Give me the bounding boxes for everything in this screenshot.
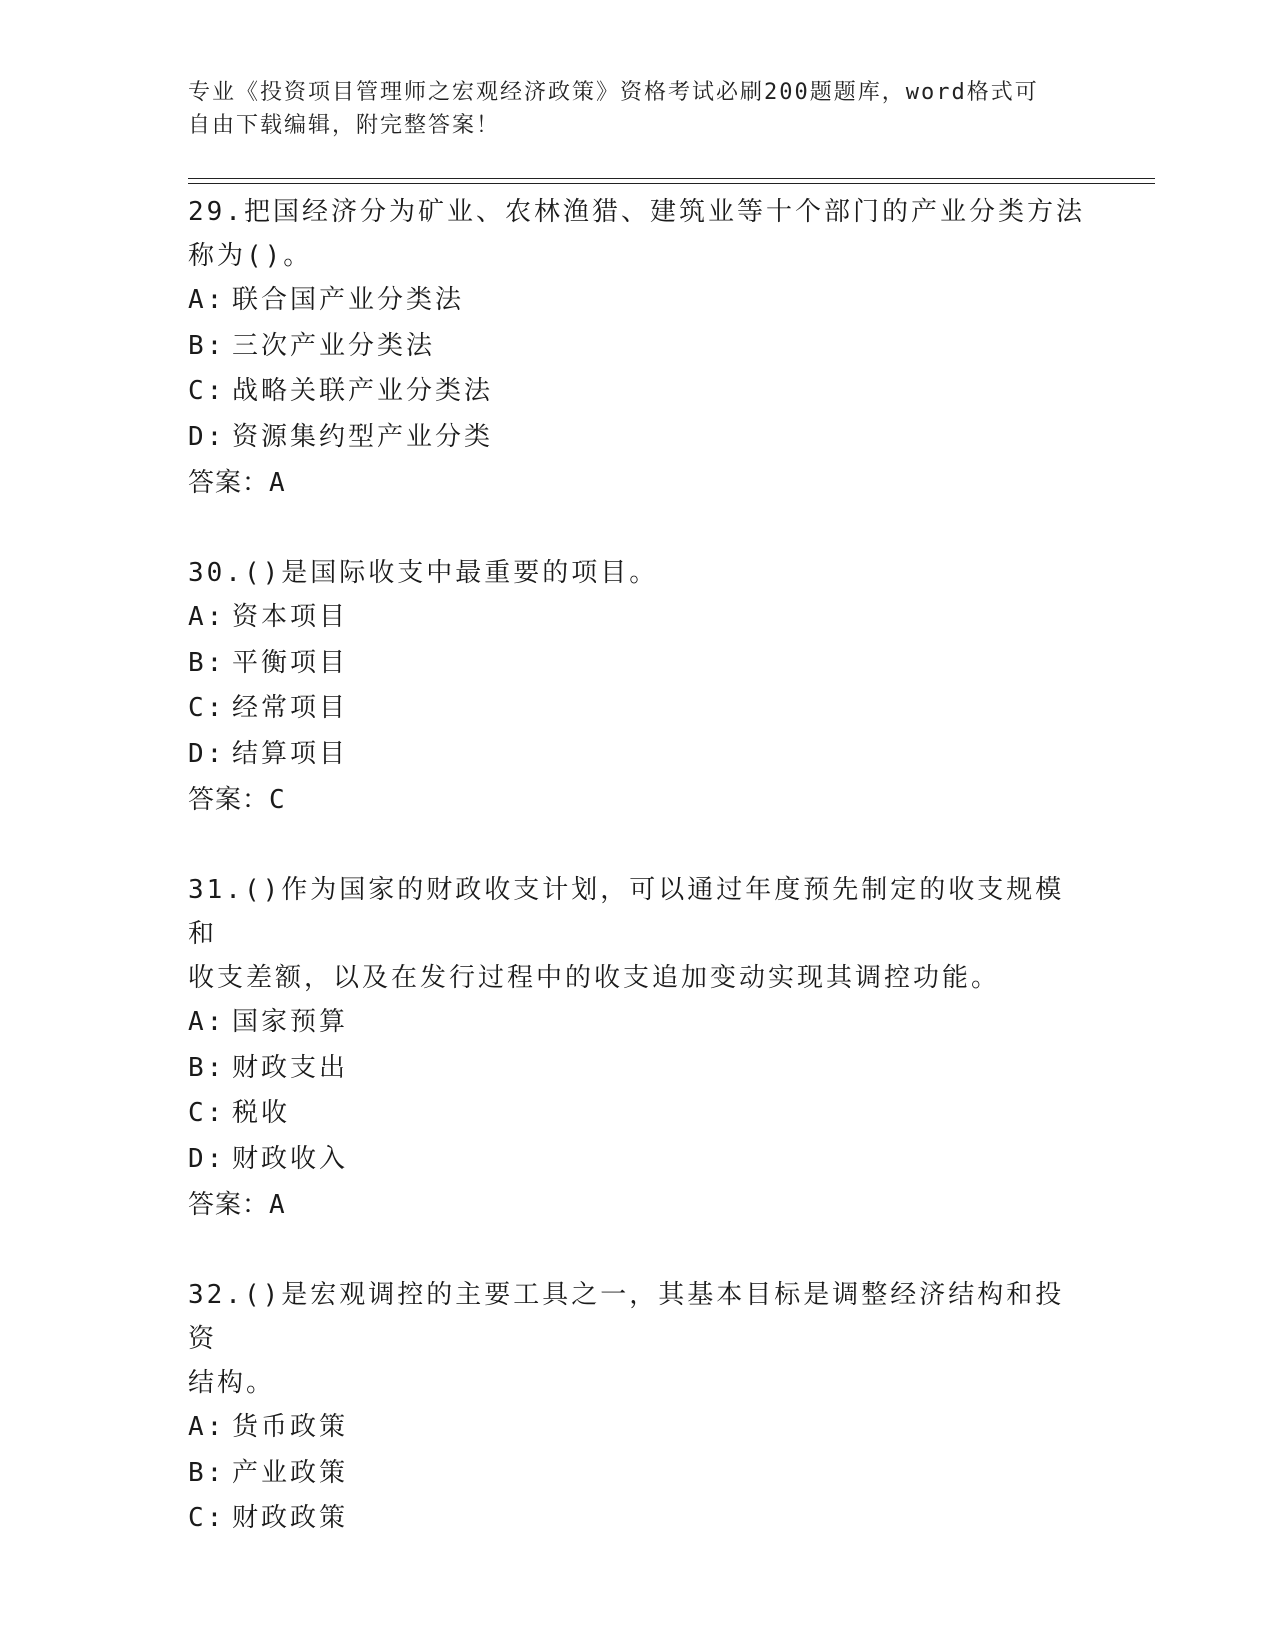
option-c bbox=[188, 369, 1088, 415]
question-32 bbox=[188, 1273, 1088, 1542]
answer-line bbox=[188, 1182, 1088, 1228]
header-rule-top bbox=[188, 178, 1155, 179]
option-b bbox=[188, 641, 1088, 687]
option-d bbox=[188, 415, 1088, 461]
question-30 bbox=[188, 551, 1088, 823]
option-letter: C: bbox=[188, 693, 226, 723]
header-line-2: 自由下载编辑，附完整答案！ bbox=[188, 113, 501, 138]
answer-value: C bbox=[269, 785, 286, 815]
option-c bbox=[188, 1091, 1088, 1137]
option-a bbox=[188, 1000, 1088, 1046]
option-text: 国家预算 bbox=[232, 1007, 349, 1037]
option-letter: C: bbox=[188, 376, 226, 406]
answer-line bbox=[188, 460, 1088, 506]
option-text: 财政收入 bbox=[232, 1143, 349, 1174]
answer-value: A bbox=[269, 1190, 286, 1220]
option-text: 联合国产业分类法 bbox=[232, 285, 465, 315]
option-text: 三次产业分类法 bbox=[232, 330, 436, 361]
option-d bbox=[188, 732, 1088, 778]
question-stem-line: 29.把国经济分为矿业、农林渔猎、建筑业等十个部门的产业分类方法 bbox=[188, 197, 1085, 227]
question-stem-line: 收支差额，以及在发行过程中的收支追加变动实现其调控功能。 bbox=[188, 963, 1001, 993]
question-31 bbox=[188, 868, 1088, 1228]
option-text: 平衡项目 bbox=[232, 647, 349, 678]
question-gap bbox=[188, 506, 1088, 551]
option-a bbox=[188, 278, 1088, 324]
question-list bbox=[188, 190, 1088, 1542]
option-c bbox=[188, 1496, 1088, 1542]
question-stem-line: 32.()是宏观调控的主要工具之一，其基本目标是调整经济结构和投资 bbox=[188, 1280, 1065, 1354]
question-29 bbox=[188, 190, 1088, 506]
question-gap bbox=[188, 823, 1088, 868]
option-text: 战略关联产业分类法 bbox=[232, 376, 494, 406]
option-letter: B: bbox=[188, 330, 226, 361]
option-letter: C: bbox=[188, 1503, 226, 1533]
question-gap bbox=[188, 1228, 1088, 1273]
question-stem-line: 30.()是国际收支中最重要的项目。 bbox=[188, 558, 659, 588]
option-text: 税收 bbox=[232, 1098, 291, 1128]
option-letter: D: bbox=[188, 738, 226, 769]
option-letter: A: bbox=[188, 285, 226, 315]
option-letter: A: bbox=[188, 602, 226, 632]
header-rule-bottom bbox=[188, 183, 1155, 184]
question-stem-line: 31.()作为国家的财政收支计划，可以通过年度预先制定的收支规模和 bbox=[188, 875, 1065, 949]
option-letter: A: bbox=[188, 1412, 226, 1442]
option-text: 货币政策 bbox=[232, 1412, 349, 1442]
option-text: 结算项目 bbox=[232, 738, 349, 769]
option-letter: C: bbox=[188, 1098, 226, 1128]
option-a bbox=[188, 595, 1088, 641]
answer-label: 答案： bbox=[188, 468, 270, 498]
answer-label: 答案： bbox=[188, 1190, 270, 1220]
option-b bbox=[188, 1046, 1088, 1092]
option-a bbox=[188, 1405, 1088, 1451]
option-letter: B: bbox=[188, 647, 226, 678]
option-b bbox=[188, 1451, 1088, 1497]
option-text: 财政政策 bbox=[232, 1503, 349, 1533]
header-line-1: 专业《投资项目管理师之宏观经济政策》资格考试必刷200题题库，word格式可 bbox=[188, 80, 1039, 105]
option-text: 资源集约型产业分类 bbox=[232, 421, 494, 452]
answer-line bbox=[188, 777, 1088, 823]
option-letter: A: bbox=[188, 1007, 226, 1037]
answer-label: 答案： bbox=[188, 785, 270, 815]
question-stem-line: 称为()。 bbox=[188, 241, 313, 271]
option-text: 资本项目 bbox=[232, 602, 349, 632]
option-c bbox=[188, 686, 1088, 732]
question-stem-line: 结构。 bbox=[188, 1368, 276, 1398]
option-text: 产业政策 bbox=[232, 1457, 349, 1488]
option-letter: D: bbox=[188, 421, 226, 452]
document-header bbox=[188, 76, 1068, 142]
option-b bbox=[188, 324, 1088, 370]
option-letter: B: bbox=[188, 1457, 226, 1488]
option-text: 经常项目 bbox=[232, 693, 349, 723]
answer-value: A bbox=[269, 468, 286, 498]
option-letter: B: bbox=[188, 1052, 226, 1083]
option-letter: D: bbox=[188, 1143, 226, 1174]
option-text: 财政支出 bbox=[232, 1052, 349, 1083]
option-d bbox=[188, 1137, 1088, 1183]
